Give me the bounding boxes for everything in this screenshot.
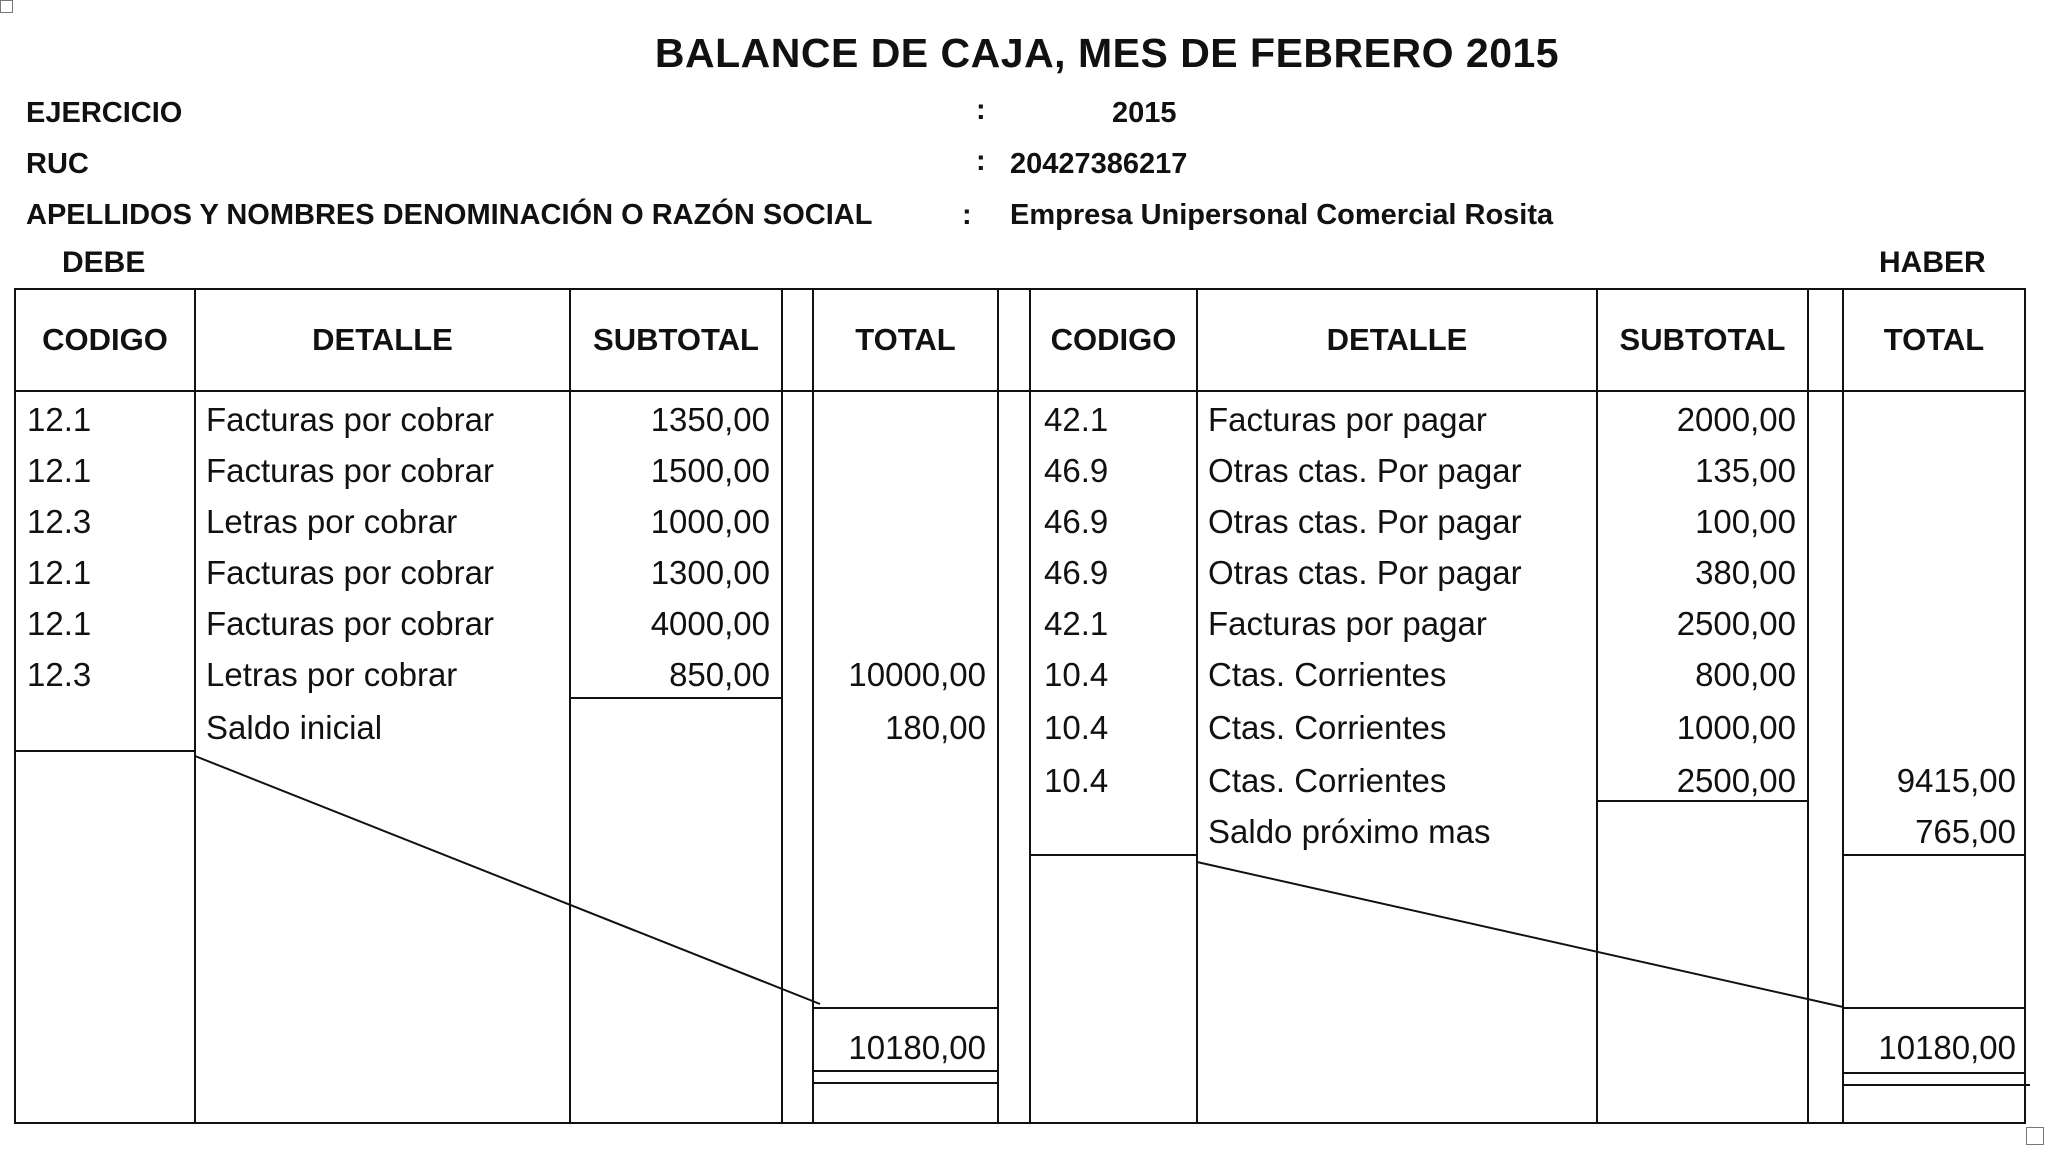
haber-row-detalle: Saldo próximo mas <box>1208 813 1491 850</box>
debe-grand-total: 10180,00 <box>848 1029 986 1066</box>
haber-row-subtotal: 380,00 <box>1695 554 1796 591</box>
debe-row-codigo: 12.1 <box>27 452 92 489</box>
debe-row-total: 180,00 <box>885 709 986 746</box>
resize-handle-bottom-right-icon[interactable] <box>2026 1127 2044 1145</box>
debe-row-subtotal: 850,00 <box>669 656 770 693</box>
debe-row-detalle: Letras por cobrar <box>206 656 458 693</box>
haber-row-codigo: 10.4 <box>1044 762 1109 799</box>
debe-label: DEBE <box>62 246 146 279</box>
haber-col-subtotal: SUBTOTAL <box>1619 322 1786 357</box>
ruc-value: 20427386217 <box>1010 148 1188 180</box>
debe-closing-line <box>195 756 820 1004</box>
page-title: BALANCE DE CAJA, MES DE FEBRERO 2015 <box>654 30 1560 76</box>
haber-row-subtotal: 800,00 <box>1695 656 1796 693</box>
haber-row-subtotal: 2500,00 <box>1676 605 1796 642</box>
haber-label: HABER <box>1879 246 1986 279</box>
debe-row-subtotal: 1000,00 <box>650 503 770 540</box>
debe-row-detalle: Facturas por cobrar <box>206 452 494 489</box>
haber-col-codigo: CODIGO <box>1050 322 1177 357</box>
haber-row-detalle: Facturas por pagar <box>1208 605 1487 642</box>
haber-row-total: 9415,00 <box>1896 762 2016 799</box>
ejercicio-colon: : <box>976 94 986 126</box>
razon-social-label: APELLIDOS Y NOMBRES DENOMINACIÓN O RAZÓN SOCIAL <box>26 199 873 231</box>
debe-row-codigo: 12.1 <box>27 605 92 642</box>
haber-closing-line <box>1197 862 1843 1007</box>
debe-row-detalle: Facturas por cobrar <box>206 605 494 642</box>
haber-row-codigo: 10.4 <box>1044 656 1109 693</box>
haber-row-codigo: 10.4 <box>1044 709 1109 746</box>
haber-row-detalle: Ctas. Corrientes <box>1208 709 1447 746</box>
ruc-colon: : <box>976 145 986 177</box>
debe-row-detalle: Facturas por cobrar <box>206 554 494 591</box>
debe-row-total: 10000,00 <box>848 656 986 693</box>
debe-row-codigo: 12.1 <box>27 554 92 591</box>
ruc-label: RUC <box>26 148 89 180</box>
debe-row-subtotal: 1500,00 <box>650 452 770 489</box>
ejercicio-value: 2015 <box>1112 97 1177 129</box>
debe-row-codigo: 12.1 <box>27 401 92 438</box>
debe-row-subtotal: 1300,00 <box>650 554 770 591</box>
haber-row-detalle: Otras ctas. Por pagar <box>1208 554 1522 591</box>
haber-row-subtotal: 135,00 <box>1695 452 1796 489</box>
debe-row-codigo: 12.3 <box>27 503 92 540</box>
haber-row-codigo: 46.9 <box>1044 554 1109 591</box>
debe-col-codigo: CODIGO <box>42 322 168 357</box>
haber-row-codigo: 42.1 <box>1044 605 1109 642</box>
haber-col-total: TOTAL <box>1883 322 1985 357</box>
haber-row-detalle: Otras ctas. Por pagar <box>1208 503 1522 540</box>
debe-row-detalle: Saldo inicial <box>206 709 383 746</box>
resize-handle-top-left-icon[interactable] <box>0 0 13 13</box>
debe-row-subtotal: 1350,00 <box>650 401 770 438</box>
haber-row-detalle: Otras ctas. Por pagar <box>1208 452 1522 489</box>
debe-row-codigo: 12.3 <box>27 656 92 693</box>
haber-row-detalle: Ctas. Corrientes <box>1208 762 1447 799</box>
debe-col-detalle: DETALLE <box>312 322 453 357</box>
debe-col-subtotal: SUBTOTAL <box>593 322 759 357</box>
haber-row-codigo: 46.9 <box>1044 503 1109 540</box>
haber-row-codigo: 46.9 <box>1044 452 1109 489</box>
haber-row-subtotal: 2500,00 <box>1676 762 1796 799</box>
haber-row-total: 765,00 <box>1915 813 2016 850</box>
haber-row-subtotal: 1000,00 <box>1676 709 1796 746</box>
debe-row-detalle: Facturas por cobrar <box>206 401 494 438</box>
debe-row-subtotal: 4000,00 <box>650 605 770 642</box>
haber-row-detalle: Ctas. Corrientes <box>1208 656 1447 693</box>
razon-social-value: Empresa Unipersonal Comercial Rosita <box>1010 199 1554 231</box>
razon-social-colon: : <box>962 199 972 231</box>
debe-row-detalle: Letras por cobrar <box>206 503 458 540</box>
ejercicio-label: EJERCICIO <box>26 97 183 129</box>
debe-col-total: TOTAL <box>855 322 956 357</box>
haber-row-detalle: Facturas por pagar <box>1208 401 1487 438</box>
haber-grand-total: 10180,00 <box>1878 1029 2016 1066</box>
haber-col-detalle: DETALLE <box>1326 322 1468 357</box>
haber-row-codigo: 42.1 <box>1044 401 1109 438</box>
haber-row-subtotal: 100,00 <box>1695 503 1796 540</box>
haber-row-subtotal: 2000,00 <box>1676 401 1796 438</box>
